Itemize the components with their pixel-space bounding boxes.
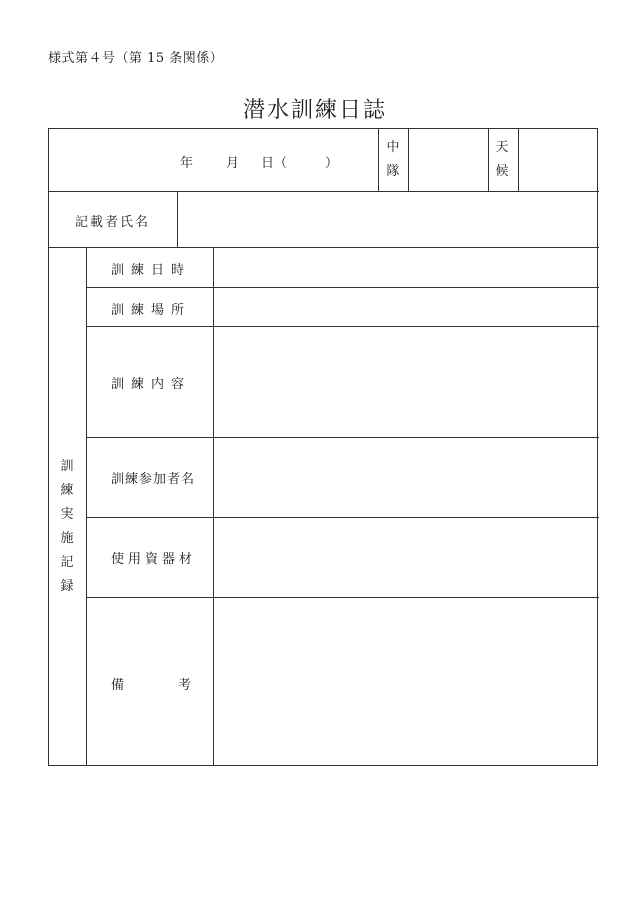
training-location-label: 訓練場所: [111, 303, 192, 318]
remarks-label-left: 備: [111, 678, 125, 693]
day-close: ）: [325, 156, 339, 171]
page-title: 潜水訓練日誌: [242, 98, 387, 123]
training-datetime-field[interactable]: [214, 248, 599, 287]
training-content-field[interactable]: [214, 327, 599, 437]
unit-field[interactable]: [409, 129, 488, 191]
participants-label: 訓練参加者名: [111, 472, 196, 487]
training-datetime-label: 訓練日時: [111, 263, 192, 278]
remarks-label-right: 考: [178, 678, 192, 693]
remarks-field[interactable]: [214, 598, 599, 766]
month-label: 月: [226, 156, 240, 171]
training-location-field[interactable]: [214, 288, 599, 326]
equipment-field[interactable]: [214, 518, 599, 597]
weather-field[interactable]: [519, 129, 599, 191]
training-content-label: 訓練内容: [111, 377, 192, 392]
weather-label: 天 候: [495, 140, 509, 179]
diving-training-log-form: [48, 128, 598, 766]
form-number: 様式第４号（第 15 条関係）: [48, 51, 224, 66]
unit-label: 中 隊: [386, 140, 400, 179]
record-section-label: 訓 練 実 施 記 録: [60, 459, 74, 594]
recorder-field[interactable]: [178, 192, 599, 247]
participants-field[interactable]: [214, 438, 599, 517]
year-label: 年: [180, 156, 194, 171]
day-label: 日（: [261, 156, 288, 171]
equipment-label: 使用資器材: [111, 552, 197, 567]
recorder-label: 記載者氏名: [75, 215, 151, 230]
